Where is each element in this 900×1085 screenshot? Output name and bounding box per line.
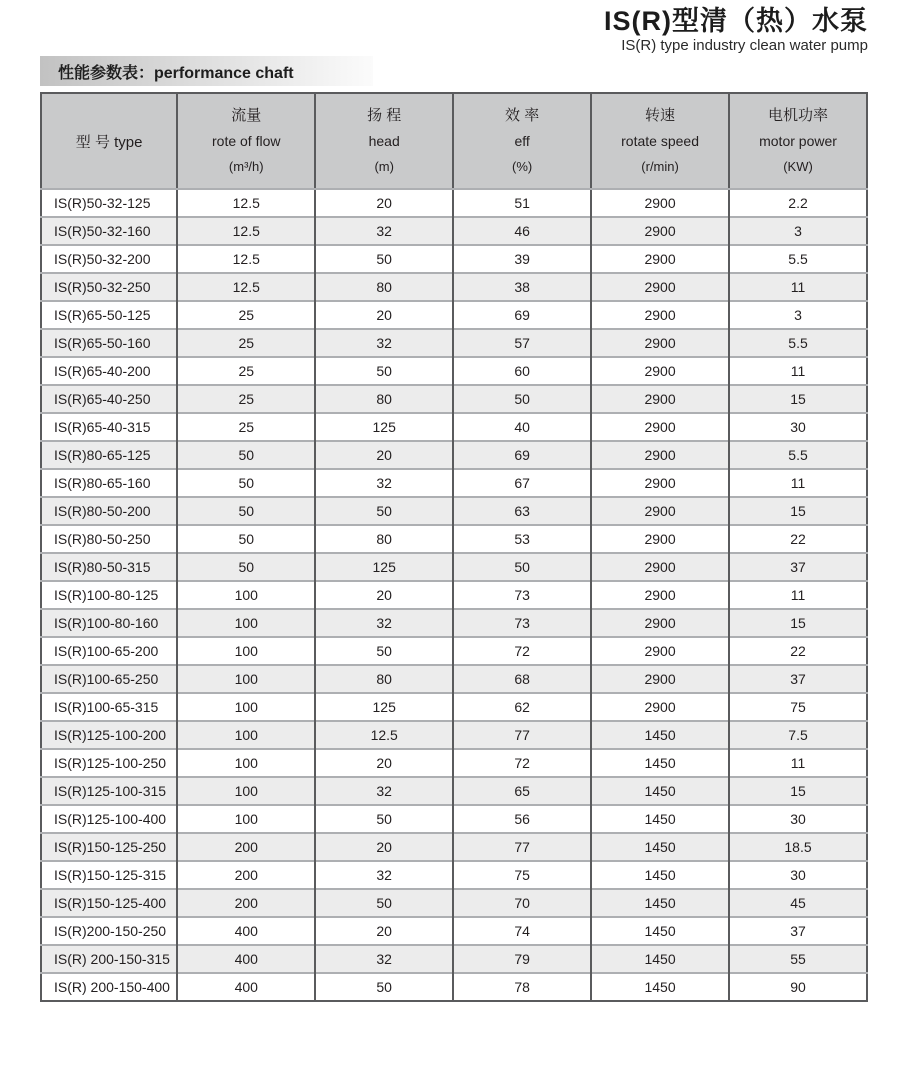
table-row	[41, 385, 867, 413]
table-cell: 45	[729, 889, 867, 917]
table-cell: IS(R)80-50-315	[41, 553, 177, 581]
table-cell: 2900	[591, 469, 729, 497]
table-cell: IS(R)100-80-125	[41, 581, 177, 609]
table-cell: IS(R)65-50-160	[41, 329, 177, 357]
table-cell: 12.5	[177, 273, 315, 301]
table-cell: IS(R)80-65-125	[41, 441, 177, 469]
table-cell: 72	[453, 749, 591, 777]
table-cell: 32	[315, 329, 453, 357]
column-header: 型 号 type	[41, 93, 177, 189]
table-cell: 1450	[591, 917, 729, 945]
table-cell: 37	[729, 917, 867, 945]
table-row	[41, 553, 867, 581]
table-cell: 5.5	[729, 441, 867, 469]
table-cell: 2900	[591, 329, 729, 357]
table-cell: 1450	[591, 833, 729, 861]
table-cell: 50	[315, 245, 453, 273]
table-cell: 125	[315, 413, 453, 441]
table-cell: 65	[453, 777, 591, 805]
table-cell: 2900	[591, 413, 729, 441]
table-cell: 77	[453, 721, 591, 749]
table-cell: 37	[729, 553, 867, 581]
table-cell: 50	[315, 637, 453, 665]
table-cell: 90	[729, 973, 867, 1001]
table-cell: 50	[315, 497, 453, 525]
column-header: 效 率 eff (%)	[453, 93, 591, 189]
table-cell: 2.2	[729, 189, 867, 217]
table-row	[41, 749, 867, 777]
table-cell: 18.5	[729, 833, 867, 861]
table-cell: IS(R)125-100-400	[41, 805, 177, 833]
table-cell: 15	[729, 497, 867, 525]
table-cell: 3	[729, 217, 867, 245]
table-cell: 32	[315, 777, 453, 805]
table-cell: 11	[729, 469, 867, 497]
table-row	[41, 217, 867, 245]
table-cell: 2900	[591, 273, 729, 301]
table-row	[41, 693, 867, 721]
table-cell: IS(R)80-65-160	[41, 469, 177, 497]
table-cell: 68	[453, 665, 591, 693]
table-cell: 20	[315, 833, 453, 861]
table-cell: 2900	[591, 553, 729, 581]
table-cell: 39	[453, 245, 591, 273]
table-cell: 67	[453, 469, 591, 497]
table-cell: 11	[729, 273, 867, 301]
table-cell: 55	[729, 945, 867, 973]
table-cell: 125	[315, 553, 453, 581]
table-cell: 20	[315, 581, 453, 609]
table-cell: 69	[453, 301, 591, 329]
column-header: 电机功率 motor power (KW)	[729, 93, 867, 189]
table-cell: 400	[177, 945, 315, 973]
table-row	[41, 413, 867, 441]
table-cell: 25	[177, 329, 315, 357]
table-cell: IS(R) 200-150-400	[41, 973, 177, 1001]
table-row	[41, 441, 867, 469]
table-row	[41, 805, 867, 833]
table-cell: 78	[453, 973, 591, 1001]
table-cell: 11	[729, 357, 867, 385]
table-cell: 32	[315, 861, 453, 889]
table-cell: 2900	[591, 609, 729, 637]
table-cell: 2900	[591, 245, 729, 273]
table-cell: 25	[177, 301, 315, 329]
table-cell: 200	[177, 889, 315, 917]
table-cell: IS(R)50-32-160	[41, 217, 177, 245]
table-row	[41, 245, 867, 273]
table-cell: 2900	[591, 301, 729, 329]
page-title: IS(R)型清（热）水泵	[604, 6, 868, 36]
table-row	[41, 889, 867, 917]
column-header: 流量 rote of flow (m³/h)	[177, 93, 315, 189]
table-cell: 1450	[591, 889, 729, 917]
table-cell: 80	[315, 273, 453, 301]
table-cell: 100	[177, 637, 315, 665]
table-cell: 1450	[591, 777, 729, 805]
table-cell: 100	[177, 609, 315, 637]
table-cell: 50	[315, 805, 453, 833]
table-cell: 63	[453, 497, 591, 525]
table-header	[41, 93, 867, 189]
table-cell: IS(R)50-32-200	[41, 245, 177, 273]
table-cell: 25	[177, 413, 315, 441]
table-row	[41, 301, 867, 329]
section-header-bar	[40, 56, 373, 86]
table-cell: IS(R)50-32-250	[41, 273, 177, 301]
table-row	[41, 945, 867, 973]
table-cell: IS(R)100-65-200	[41, 637, 177, 665]
table-cell: 100	[177, 777, 315, 805]
table-cell: 2900	[591, 189, 729, 217]
table-cell: 50	[177, 469, 315, 497]
column-header: 转速 rotate speed (r/min)	[591, 93, 729, 189]
title-block	[604, 6, 868, 55]
table-cell: 75	[729, 693, 867, 721]
table-row	[41, 917, 867, 945]
table-cell: 2900	[591, 581, 729, 609]
table-cell: 2900	[591, 497, 729, 525]
table-cell: 25	[177, 357, 315, 385]
table-cell: 25	[177, 385, 315, 413]
table-cell: 50	[453, 553, 591, 581]
table-cell: 46	[453, 217, 591, 245]
table-cell: IS(R)65-40-200	[41, 357, 177, 385]
table-cell: 100	[177, 805, 315, 833]
table-row	[41, 329, 867, 357]
table-cell: 5.5	[729, 329, 867, 357]
table-cell: 100	[177, 581, 315, 609]
table-row	[41, 357, 867, 385]
table-cell: 50	[177, 525, 315, 553]
table-cell: IS(R)80-50-250	[41, 525, 177, 553]
table-cell: 30	[729, 413, 867, 441]
table-cell: 1450	[591, 749, 729, 777]
table-cell: 2900	[591, 217, 729, 245]
table-cell: 79	[453, 945, 591, 973]
table-cell: 200	[177, 833, 315, 861]
table-row	[41, 525, 867, 553]
table-cell: 20	[315, 441, 453, 469]
table-cell: 11	[729, 749, 867, 777]
table-cell: IS(R)65-40-315	[41, 413, 177, 441]
table-row	[41, 665, 867, 693]
table-row	[41, 973, 867, 1001]
table-cell: 50	[177, 497, 315, 525]
table-cell: 60	[453, 357, 591, 385]
table-row	[41, 833, 867, 861]
table-cell: 80	[315, 385, 453, 413]
table-cell: 100	[177, 665, 315, 693]
table-cell: 2900	[591, 637, 729, 665]
table-cell: 30	[729, 861, 867, 889]
table-cell: 1450	[591, 805, 729, 833]
table-cell: IS(R)50-32-125	[41, 189, 177, 217]
table-cell: IS(R)200-150-250	[41, 917, 177, 945]
table-row	[41, 721, 867, 749]
table-cell: IS(R)125-100-315	[41, 777, 177, 805]
table-cell: 50	[177, 553, 315, 581]
table-cell: 200	[177, 861, 315, 889]
table-cell: IS(R)80-50-200	[41, 497, 177, 525]
table-cell: 20	[315, 189, 453, 217]
table-cell: IS(R)125-100-250	[41, 749, 177, 777]
table-cell: 22	[729, 637, 867, 665]
table-cell: 57	[453, 329, 591, 357]
table-row	[41, 273, 867, 301]
table-cell: 1450	[591, 945, 729, 973]
table-cell: 40	[453, 413, 591, 441]
table-cell: IS(R) 200-150-315	[41, 945, 177, 973]
table-row	[41, 469, 867, 497]
table-cell: 80	[315, 525, 453, 553]
table-cell: 100	[177, 693, 315, 721]
table-cell: 12.5	[177, 189, 315, 217]
table-cell: 74	[453, 917, 591, 945]
table-cell: 73	[453, 609, 591, 637]
table-cell: 72	[453, 637, 591, 665]
table-cell: 20	[315, 301, 453, 329]
table-row	[41, 189, 867, 217]
page-subtitle: IS(R) type industry clean water pump	[621, 37, 868, 54]
table-cell: 2900	[591, 525, 729, 553]
table-cell: IS(R)150-125-250	[41, 833, 177, 861]
table-cell: 12.5	[315, 721, 453, 749]
table-cell: 32	[315, 217, 453, 245]
table-cell: 1450	[591, 973, 729, 1001]
table-cell: 50	[315, 357, 453, 385]
table-row	[41, 609, 867, 637]
table-cell: IS(R)100-65-250	[41, 665, 177, 693]
table-row	[41, 861, 867, 889]
table-cell: 32	[315, 945, 453, 973]
column-header: 扬 程 head (m)	[315, 93, 453, 189]
table-cell: 3	[729, 301, 867, 329]
table-cell: 12.5	[177, 217, 315, 245]
table-cell: IS(R)65-50-125	[41, 301, 177, 329]
table-cell: 1450	[591, 721, 729, 749]
table-cell: 15	[729, 385, 867, 413]
table-cell: 20	[315, 917, 453, 945]
table-cell: 125	[315, 693, 453, 721]
table-cell: 30	[729, 805, 867, 833]
table-cell: 69	[453, 441, 591, 469]
table-cell: 53	[453, 525, 591, 553]
table-cell: IS(R)125-100-200	[41, 721, 177, 749]
table-cell: 100	[177, 749, 315, 777]
table-cell: IS(R)65-40-250	[41, 385, 177, 413]
table-cell: 37	[729, 665, 867, 693]
table-row	[41, 581, 867, 609]
table-cell: 15	[729, 777, 867, 805]
table-cell: 70	[453, 889, 591, 917]
table-cell: 400	[177, 973, 315, 1001]
table-cell: 5.5	[729, 245, 867, 273]
table-cell: 7.5	[729, 721, 867, 749]
table-cell: 12.5	[177, 245, 315, 273]
table-cell: 1450	[591, 861, 729, 889]
table-cell: IS(R)150-125-400	[41, 889, 177, 917]
table-cell: 80	[315, 665, 453, 693]
table-row	[41, 777, 867, 805]
table-cell: 77	[453, 833, 591, 861]
table-cell: 32	[315, 609, 453, 637]
section-label: 性能参数表：performance chaft	[58, 64, 294, 82]
table-cell: 50	[177, 441, 315, 469]
table-cell: 2900	[591, 693, 729, 721]
table-cell: 2900	[591, 441, 729, 469]
table-cell: 50	[453, 385, 591, 413]
table-cell: 100	[177, 721, 315, 749]
table-cell: 22	[729, 525, 867, 553]
table-cell: 62	[453, 693, 591, 721]
table-cell: IS(R)100-80-160	[41, 609, 177, 637]
table-cell: 73	[453, 581, 591, 609]
table-cell: 51	[453, 189, 591, 217]
table-cell: 400	[177, 917, 315, 945]
table-cell: 2900	[591, 665, 729, 693]
table-cell: 15	[729, 609, 867, 637]
performance-table	[40, 92, 868, 1002]
table-cell: IS(R)150-125-315	[41, 861, 177, 889]
table-cell: 32	[315, 469, 453, 497]
table-cell: 2900	[591, 357, 729, 385]
table-cell: 50	[315, 889, 453, 917]
table-row	[41, 497, 867, 525]
table-cell: IS(R)100-65-315	[41, 693, 177, 721]
table-cell: 11	[729, 581, 867, 609]
table-cell: 2900	[591, 385, 729, 413]
table-cell: 20	[315, 749, 453, 777]
table-header-row	[41, 93, 867, 189]
table-cell: 56	[453, 805, 591, 833]
table-cell: 75	[453, 861, 591, 889]
table-row	[41, 637, 867, 665]
table-cell: 50	[315, 973, 453, 1001]
table-cell: 38	[453, 273, 591, 301]
